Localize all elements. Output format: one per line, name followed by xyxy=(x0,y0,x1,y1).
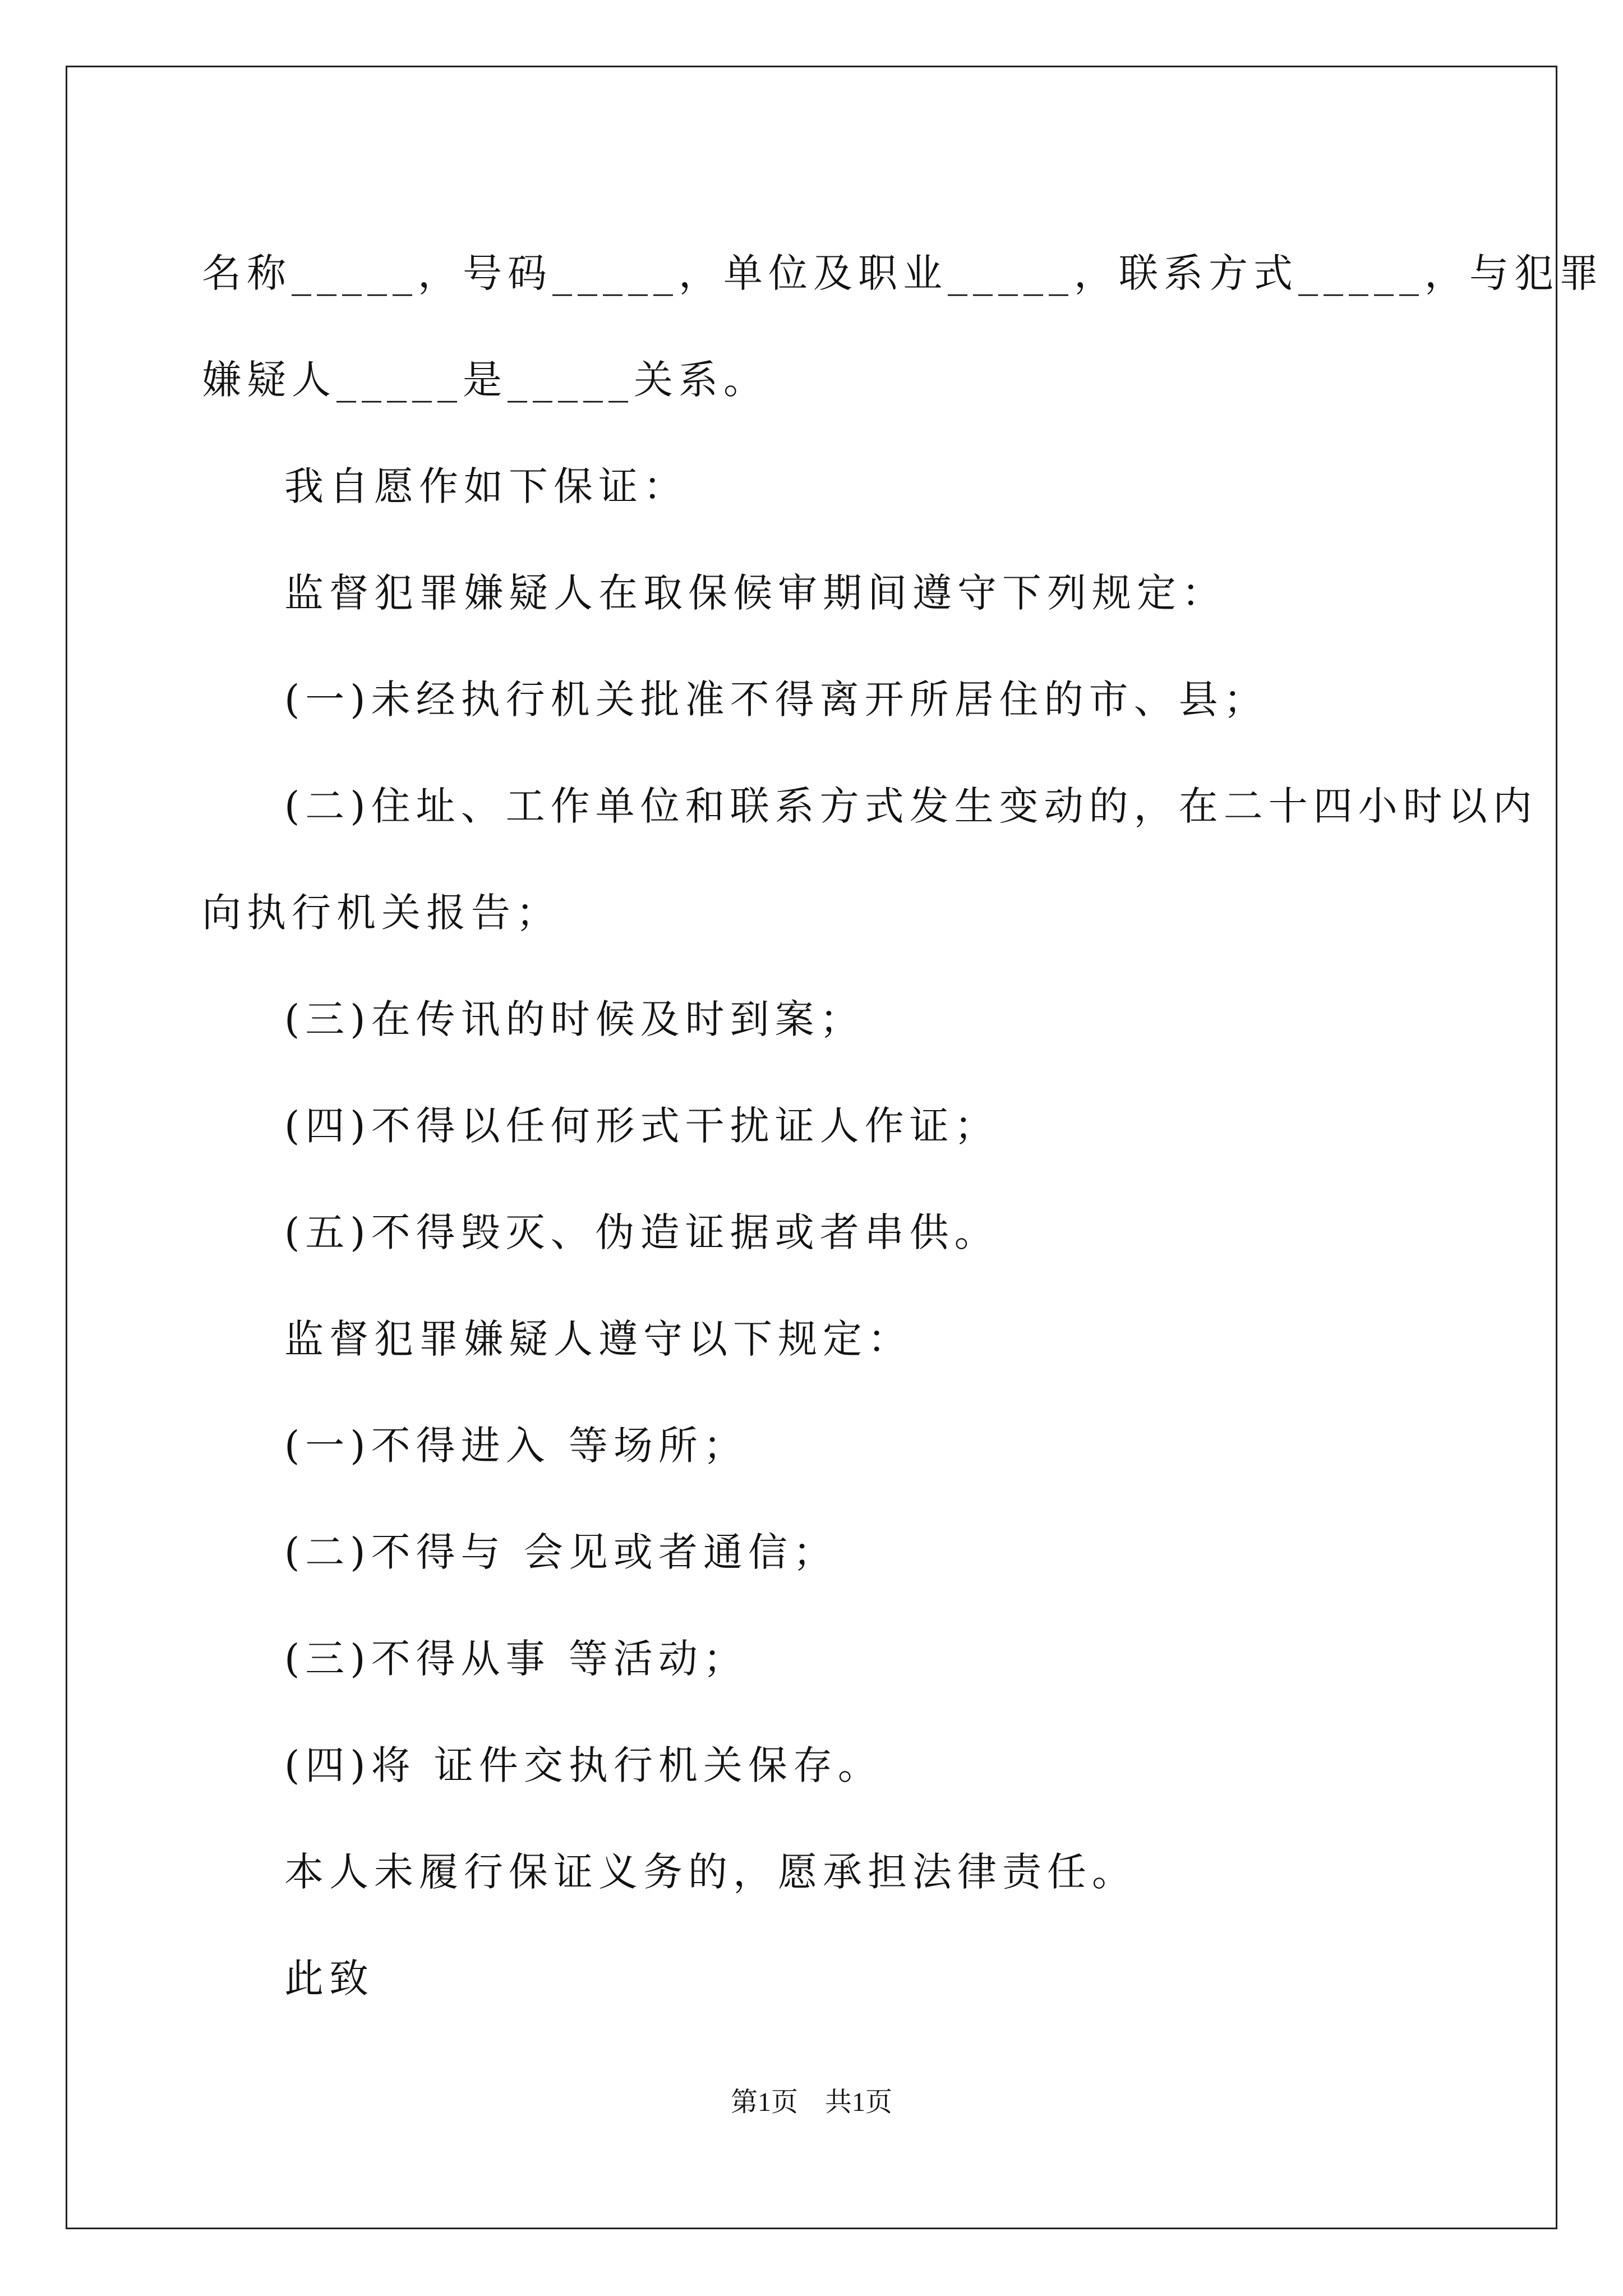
paragraph-9: (四)不得以任何形式干扰证人作证； xyxy=(284,1103,999,1149)
paragraph-1: 名称_____，号码_____，单位及职业_____，联系方式_____，与犯罪 xyxy=(202,250,1604,296)
paragraph-11: 监督犯罪嫌疑人遵守以下规定： xyxy=(284,1316,912,1362)
paragraph-14: (三)不得从事 等活动； xyxy=(284,1636,748,1682)
paragraph-5: (一)未经执行机关批准不得离开所居住的市、县； xyxy=(284,677,1269,723)
paragraph-2: 嫌疑人_____是_____关系。 xyxy=(202,357,768,403)
paragraph-13: (二)不得与 会见或者通信； xyxy=(284,1529,838,1575)
paragraph-15: (四)将 证件交执行机关保存。 xyxy=(284,1742,883,1788)
paragraph-16: 本人未履行保证义务的，愿承担法律责任。 xyxy=(284,1849,1137,1895)
page-footer: 第1页 共1页 xyxy=(730,2087,892,2117)
paragraph-8: (三)在传讯的时候及时到案； xyxy=(284,996,865,1042)
document-body xyxy=(202,220,1604,2032)
paragraph-6: (二)住址、工作单位和联系方式发生变动的，在二十四小时以内 xyxy=(284,783,1538,829)
paragraph-12: (一)不得进入 等场所； xyxy=(284,1423,748,1469)
paragraph-3: 我自愿作如下保证： xyxy=(284,463,688,509)
paragraph-7: 向执行机关报告； xyxy=(202,890,561,936)
paragraph-10: (五)不得毁灭、伪造证据或者串供。 xyxy=(284,1209,999,1255)
paragraph-17: 此致 xyxy=(284,1955,374,2001)
paragraph-4: 监督犯罪嫌疑人在取保候审期间遵守下列规定： xyxy=(284,570,1227,616)
